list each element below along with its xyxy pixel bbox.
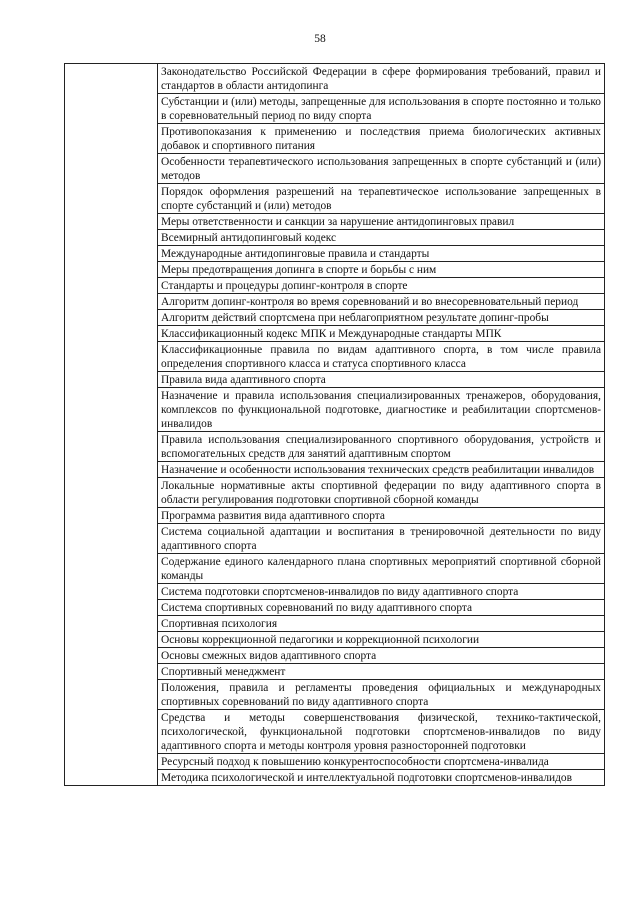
knowledge-item-cell: Система подготовки спортсменов-инвалидов по виду адаптивного спорта [158,584,605,600]
knowledge-item-cell: Классификационные правила по видам адаптивного спорта, в том числе правила определения спортивного класса и статуса спортивного класса [158,342,605,372]
knowledge-item-cell: Программа развития вида адаптивного спорта [158,508,605,524]
knowledge-item-cell: Локальные нормативные акты спортивной федерации по виду адаптивного спорта в области регулирования подготовки спортивной сборной команды [158,478,605,508]
table-row [65,64,605,94]
knowledge-item-cell: Стандарты и процедуры допинг-контроля в спорте [158,278,605,294]
knowledge-item-cell: Система спортивных соревнований по виду адаптивного спорта [158,600,605,616]
knowledge-item-cell: Законодательство Российской Федерации в сфере формирования требований, правил и стандартов в области антидопинга [158,64,605,94]
knowledge-item-cell: Классификационный кодекс МПК и Международные стандарты МПК [158,326,605,342]
knowledge-item-cell: Меры ответственности и санкции за нарушение антидопинговых правил [158,214,605,230]
knowledge-item-cell: Алгоритм допинг-контроля во время соревнований и во внесоревновательный период [158,294,605,310]
knowledge-item-cell: Порядок оформления разрешений на терапевтическое использование запрещенных в спорте субстанций и (или) методов [158,184,605,214]
knowledge-item-cell: Правила использования специализированного спортивного оборудования, устройств и вспомогательных средств для занятий адаптивным спортом [158,432,605,462]
knowledge-item-cell: Всемирный антидопинговый кодекс [158,230,605,246]
knowledge-item-cell: Алгоритм действий спортсмена при неблагоприятном результате допинг-пробы [158,310,605,326]
knowledge-item-cell: Субстанции и (или) методы, запрещенные для использования в спорте постоянно и только в соревновательный период по виду спорта [158,94,605,124]
knowledge-item-cell: Назначение и правила использования специализированных тренажеров, оборудования, комплексов по функциональной подготовке, диагностике и реабилитации спортсменов-инвалидов [158,388,605,432]
knowledge-item-cell: Методика психологической и интеллектуальной подготовки спортсменов-инвалидов [158,770,605,786]
knowledge-item-cell: Система социальной адаптации и воспитания в тренировочной деятельности по виду адаптивного спорта [158,524,605,554]
knowledge-item-cell: Назначение и особенности использования технических средств реабилитации инвалидов [158,462,605,478]
knowledge-item-cell: Правила вида адаптивного спорта [158,372,605,388]
knowledge-item-cell: Содержание единого календарного плана спортивных мероприятий спортивной сборной команды [158,554,605,584]
knowledge-item-cell: Международные антидопинговые правила и стандарты [158,246,605,262]
knowledge-item-cell: Спортивный менеджмент [158,664,605,680]
knowledge-item-cell: Особенности терапевтического использования запрещенных в спорте субстанций и (или) методов [158,154,605,184]
knowledge-item-cell: Основы смежных видов адаптивного спорта [158,648,605,664]
knowledge-item-cell: Основы коррекционной педагогики и коррекционной психологии [158,632,605,648]
knowledge-item-cell: Ресурсный подход к повышению конкурентоспособности спортсмена-инвалида [158,754,605,770]
knowledge-item-cell: Положения, правила и регламенты проведения официальных и международных спортивных соревнований по виду адаптивного спорта [158,680,605,710]
table-body [65,64,605,786]
knowledge-item-cell: Спортивная психология [158,616,605,632]
knowledge-item-cell: Средства и методы совершенствования физической, технико-тактической, психологической, функциональной подготовки спортсменов-инвалидов по виду адаптивного спорта и методы контроля уровня разносторонней подготовки [158,710,605,754]
knowledge-item-cell: Противопоказания к применению и последствия приема биологических активных добавок и спортивного питания [158,124,605,154]
page-number: 58 [314,33,326,45]
knowledge-item-cell: Меры предотвращения допинга в спорте и борьбы с ним [158,262,605,278]
requirements-table [64,63,605,786]
blank-cell [65,64,158,786]
